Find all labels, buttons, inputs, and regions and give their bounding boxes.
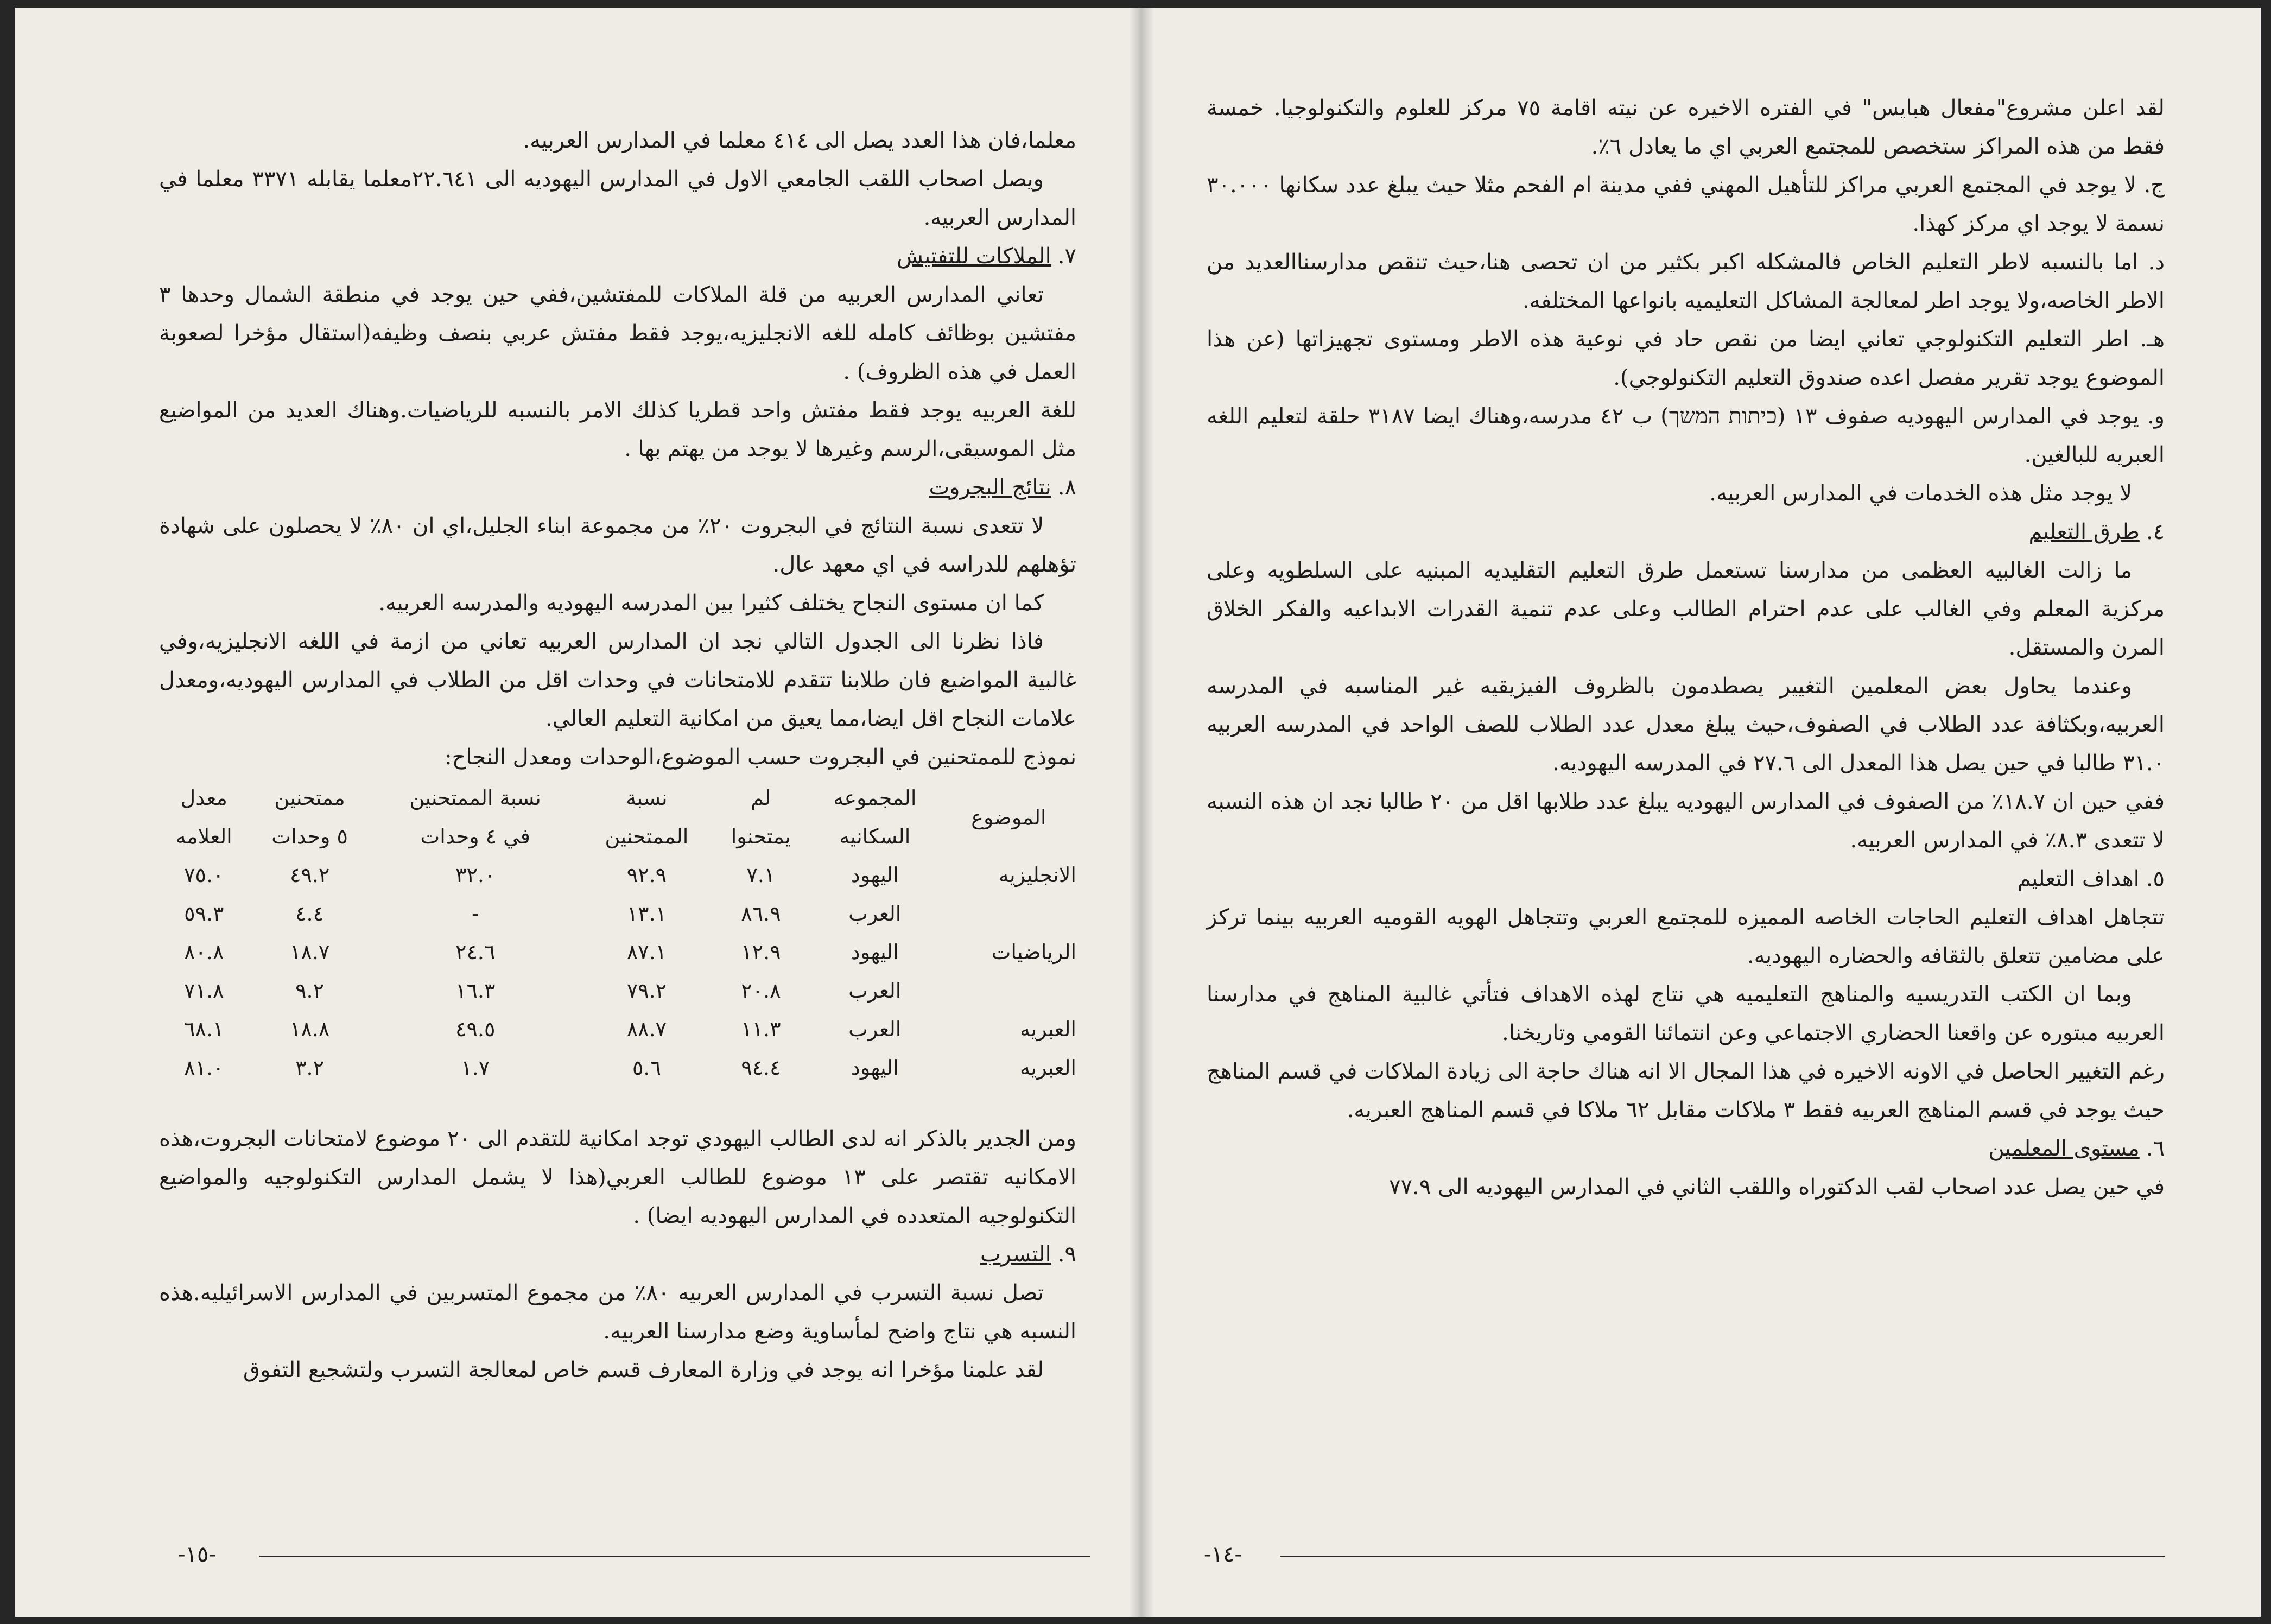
cell-pct-tested: ٨٨.٧: [626, 1017, 667, 1041]
header-group: المجموعه السكانيه: [833, 786, 917, 848]
section-number: ٨.: [1057, 475, 1076, 500]
section-title: التسرب: [980, 1242, 1051, 1267]
paragraph: وبما ان الكتب التدريسيه والمناهج التعليميه هي نتاج لهذه الاهداف فتأتي غالبية المناهج في مدارسنا العربيه مبتوره عن واقعنا الحضاري الاجتماعي وعن انتمائنا القومي وتاريخنا.: [1207, 982, 2165, 1045]
table-caption: نموذج للممتحنين في البجروت حسب الموضوع،الوحدات ومعدل النجاح:: [445, 745, 1076, 770]
left-page-text: [159, 122, 1076, 1390]
cell-pct-4-units: ١.٧: [461, 1056, 490, 1080]
cell-5-units: ٤٩.٢: [289, 863, 330, 887]
paragraph: تتجاهل اهداف التعليم الحاجات الخاصه المميزه للمجتمع العربي وتتجاهل الهويه القوميه العربيه بينما تركز على مضامين تتعلق بالثقافه والحضاره اليهوديه.: [1207, 905, 2165, 968]
list-item: و. يوجد في المدارس اليهوديه صفوف ١٣ (כיתות המשך) ب ٤٢ مدرسه،وهناك ايضا ٣١٨٧ حلقة لتعليم اللغه العبريه للبالغين.: [1207, 404, 2165, 467]
cell-5-units: ١٨.٨: [289, 1017, 330, 1041]
cell-pct-tested: ٥.٦: [632, 1056, 661, 1080]
header-pct-4-units: نسبة الممتحنين في ٤ وحدات: [409, 786, 541, 848]
section-title: طرق التعليم: [2028, 519, 2140, 544]
cell-pct-tested: ١٣.١: [626, 902, 667, 925]
cell-avg-grade: ٦٨.١: [184, 1017, 224, 1041]
cell-pct-4-units: ٣٢.٠: [455, 863, 496, 887]
cell-not-tested: ١٢.٩: [741, 940, 781, 964]
cell-not-tested: ٨٦.٩: [741, 902, 781, 925]
header-not-tested: لم يمتحنوا: [731, 786, 791, 848]
cell-pct-tested: ٩٢.٩: [626, 863, 667, 887]
paragraph: في حين يصل عدد اصحاب لقب الدكتوراه واللقب الثاني في المدارس اليهوديه الى ٧٧.٩: [1389, 1175, 2165, 1200]
cell-avg-grade: ٨١.٠: [184, 1056, 224, 1080]
section-number: ٥.: [2146, 866, 2165, 891]
paragraph: كما ان مستوى النجاح يختلف كثيرا بين المدرسه اليهوديه والمدرسه العربيه.: [378, 591, 1044, 616]
page-number: -١٥-: [178, 1542, 216, 1567]
cell-group: اليهود: [851, 1056, 899, 1080]
page-footer: [1204, 1538, 2165, 1571]
cell-pct-4-units: ١٦.٣: [455, 979, 496, 1003]
section-number: ٩.: [1057, 1242, 1076, 1267]
paragraph: رغم التغيير الحاصل في الاونه الاخيره في هذا المجال الا انه هناك حاجة الى زيادة الملاكات في قسم المناهج حيث يوجد في قسم المناهج العربيه فقط ٣ ملاكات مقابل ٦٢ ملاكا في قسم المناهج العبريه.: [1207, 1059, 2165, 1122]
paragraph: وعندما يحاول بعض المعلمين التغيير يصطدمون بالظروف الفيزيقيه غير المناسبه في المدرسه العربيه،وبكثافة عدد الطلاب في الصفوف،حيث يبلغ معدل عدد الطلاب للصف الواحد في المدرسه العربيه ٣١.٠ طالبا في حين يصل هذا المعدل الى ٢٧.٦ في المدرسه اليهوديه.: [1207, 674, 2165, 776]
paragraph: للغة العربيه يوجد فقط مفتش واحد قطريا كذلك الامر بالنسبه للرياضيات.وهناك العديد من المواضيع مثل الموسيقى،الرسم وغيرها لا يوجد من يهتم بها .: [159, 398, 1077, 461]
section-heading: [159, 1235, 1076, 1274]
footer-rule: [259, 1556, 1090, 1557]
cell-5-units: ٤.٤: [295, 902, 325, 925]
paragraph: لقد اعلن مشروع"مفعال هبايس" في الفتره الاخيره عن نيته اقامة ٧٥ مركز للعلوم والتكنولوجيا. خمسة فقط من هذه المراكز ستخصص للمجتمع العربي اي ما يعادل ٦٪.: [1207, 96, 2165, 159]
header-pct-tested: نسبة الممتحنين: [605, 786, 689, 848]
section-number: ٦.: [2146, 1136, 2165, 1161]
cell-subject: [941, 895, 1076, 933]
cell-group: اليهود: [851, 940, 899, 964]
cell-pct-tested: ٨٧.١: [626, 940, 667, 964]
cell-5-units: ١٨.٧: [289, 940, 330, 964]
section-heading: [1207, 1130, 2165, 1168]
cell-avg-grade: ٨٠.٨: [184, 940, 224, 964]
table-row: [159, 856, 1076, 895]
paragraph: لا تتعدى نسبة النتائج في البجروت ٢٠٪ من مجموعة ابناء الجليل،اي ان ٨٠٪ لا يحصلون على شهادة تؤهلهم للدراسه في اي معهد عال.: [159, 513, 1076, 577]
cell-avg-grade: ٥٩.٣: [184, 902, 224, 925]
cell-subject: [941, 972, 1076, 1010]
left-page: [15, 8, 1141, 1617]
cell-not-tested: ٩٤.٤: [741, 1056, 781, 1080]
section-heading: [159, 237, 1076, 276]
right-page: [1141, 8, 2261, 1617]
cell-not-tested: ٢٠.٨: [741, 979, 781, 1003]
section-heading: [1207, 513, 2165, 551]
table-row: [159, 972, 1076, 1010]
footer-rule: [1280, 1556, 2165, 1557]
cell-subject: العبريه: [1020, 1056, 1076, 1080]
section-title: نتائج البجروت: [929, 475, 1051, 500]
paragraph: ويصل اصحاب اللقب الجامعي الاول في المدارس اليهوديه الى ٢٢.٦٤١معلما يقابله ٣٣٧١ معلما في المدارس العربيه.: [159, 167, 1076, 230]
paragraph: معلما،فان هذا العدد يصل الى ٤١٤ معلما في المدارس العربيه.: [523, 128, 1076, 153]
spacer: [159, 1087, 1076, 1120]
cell-not-tested: ٧.١: [746, 863, 776, 887]
section-title: مستوى المعلمين: [1988, 1136, 2140, 1161]
book-gutter-shadow: [1129, 8, 1154, 1617]
paragraph: ففي حين ان ١٨.٧٪ من الصفوف في المدارس اليهوديه يبلغ عدد طلابها اقل من ٢٠ طالبا نجد ان هذه النسبه لا تتعدى ٨.٣٪ في المدارس العربيه.: [1207, 789, 2165, 853]
cell-pct-4-units: -: [472, 902, 479, 925]
section-title: الملاكات للتفتيش: [897, 244, 1051, 269]
section-number: ٧.: [1057, 244, 1076, 269]
cell-pct-4-units: ٢٤.٦: [455, 940, 496, 964]
paragraph: ما زالت الغالبيه العظمى من مدارسنا تستعمل طرق التعليم التقليديه المبنيه على السلطويه وعلى مركزية المعلم وفي الغالب على عدم احترام الطالب وعلى عدم تنمية القدرات الابداعيه والفكر الخلاق المرن والمستقل.: [1207, 558, 2165, 660]
exam-results-table: [159, 779, 1076, 1087]
cell-subject: الانجليزيه: [998, 863, 1076, 887]
cell-group: اليهود: [851, 863, 899, 887]
cell-5-units: ٩.٢: [295, 979, 325, 1003]
section-heading: [1207, 860, 2165, 898]
cell-pct-tested: ٧٩.٢: [626, 979, 667, 1003]
cell-not-tested: ١١.٣: [741, 1017, 781, 1041]
list-item: هـ. اطر التعليم التكنولوجي تعاني ايضا من نقص حاد في نوعية هذه الاطر ومستوى تجهيزاتها (عن هذا الموضوع يوجد تقرير مفصل اعده صندوق التعليم التكنولوجي).: [1207, 327, 2165, 390]
cell-group: العرب: [848, 1017, 902, 1041]
table-row: [159, 1049, 1076, 1087]
cell-group: العرب: [848, 902, 902, 925]
page-number: -١٤-: [1204, 1542, 1242, 1567]
cell-group: العرب: [848, 979, 902, 1003]
paragraph: تعاني المدارس العربيه من قلة الملاكات للمفتشين،ففي حين يوجد في منطقة الشمال وحدها ٣ مفتشين بوظائف كامله للغه الانجليزيه،يوجد فقط مفتش عربي بنصف وظيفه(استقال مؤخرا لصعوبة العمل في هذه الظروف) .: [159, 282, 1076, 384]
cell-subject: العبريه: [1020, 1017, 1076, 1041]
header-avg-grade: معدل العلامه: [175, 786, 232, 848]
paragraph: لقد علمنا مؤخرا انه يوجد في وزارة المعارف قسم خاص لمعالجة التسرب ولتشجيع التفوق: [243, 1357, 1044, 1382]
paragraph: فاذا نظرنا الى الجدول التالي نجد ان المدارس العربيه تعاني من ازمة في اللغه الانجليزيه،وفي غالبية المواضيع فان طلابنا تتقدم للامتحانات في وحدات اقل من الطلاب في المدارس اليهوديه،ومعدل علامات النجاح اقل ايضا،مما يعيق من امكانية التعليم العالي.: [159, 629, 1077, 731]
list-item: د. اما بالنسبه لاطر التعليم الخاص فالمشكله اكبر بكثير من ان تحصى هنا،حيث تنقص مدارسناالعديد من الاطر الخاصه،ولا يوجد اطر لمعالجة المشاكل التعليميه بانواعها المختلفه.: [1207, 250, 2165, 313]
table-row: [159, 1010, 1076, 1049]
header-5-units: ممتحنين ٥ وحدات: [271, 786, 348, 848]
table-header-row: [159, 779, 1076, 856]
cell-subject: الرياضيات: [991, 940, 1076, 964]
list-item: لا يوجد مثل هذه الخدمات في المدارس العربيه.: [1709, 481, 2132, 506]
list-item: ج. لا يوجد في المجتمع العربي مراكز للتأهيل المهني ففي مدينة ام الفحم مثلا حيث يبلغ عدد سكانها ٣٠.٠٠٠ نسمة لا يوجد اي مركز كهذا.: [1207, 173, 2165, 236]
section-number: ٤.: [2146, 519, 2165, 544]
cell-pct-4-units: ٤٩.٥: [455, 1017, 496, 1041]
paragraph: ومن الجدير بالذكر انه لدى الطالب اليهودي توجد امكانية للتقدم الى ٢٠ موضوع لامتحانات البجروت،هذه الامكانيه تقتصر على ١٣ موضوع للطالب العربي(هذا لا يشمل المدارس التكنولوجيه والمواضيع التكنولوجيه المتعدده في المدارس اليهوديه ايضا) .: [159, 1126, 1076, 1228]
page-footer: [178, 1538, 1090, 1571]
right-page-text: [1207, 89, 2165, 1207]
table-row: [159, 933, 1076, 972]
section-heading: [159, 468, 1076, 507]
cell-5-units: ٣.٢: [295, 1056, 325, 1080]
paragraph: تصل نسبة التسرب في المدارس العربيه ٨٠٪ من مجموع المتسربين في المدارس الاسرائيليه.هذه النسبه هي نتاج واضح لمأساوية وضع مدارسنا العربيه.: [159, 1280, 1076, 1344]
cell-avg-grade: ٧١.٨: [184, 979, 224, 1003]
table-row: [159, 895, 1076, 933]
header-subject: الموضوع: [971, 805, 1046, 829]
cell-avg-grade: ٧٥.٠: [184, 863, 224, 887]
section-title: اهداف التعليم: [2017, 866, 2140, 891]
